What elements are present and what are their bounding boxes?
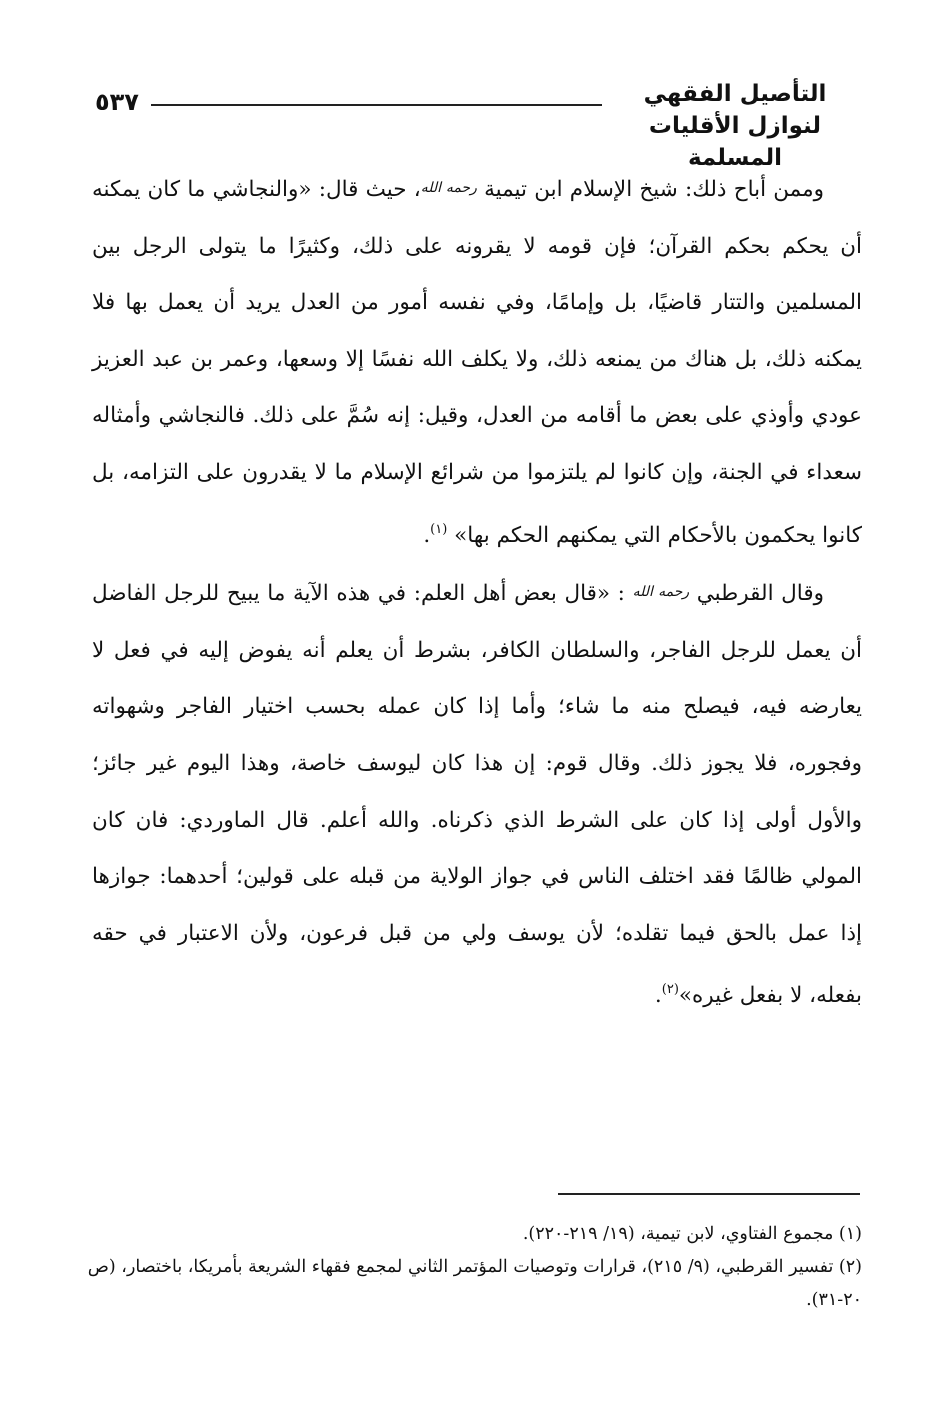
main-text	[92, 160, 862, 1025]
paragraph-2-end: .	[654, 983, 662, 1009]
paragraph-1-end: .	[423, 522, 431, 548]
paragraph-1-intro: وممن أباح ذلك: شيخ الإسلام ابن تيمية	[484, 177, 824, 202]
footnote-2: (٢) تفسير القرطبي، (٩/ ٢١٥)، قرارات وتوصيات المؤتمر الثاني لمجمع فقهاء الشريعة بأمريكا، باختصار، (ص ٢٠-٣١).	[87, 1257, 862, 1310]
footnote-separator	[558, 1193, 860, 1195]
book-title-line-2: لنوازل الأقليات المسلمة	[648, 113, 822, 171]
footnote-1: (١) مجموع الفتاوي، لابن تيمية، (١٩/ ٢١٩-٢٢٠).	[522, 1224, 862, 1244]
honorific-glyph: رحمه الله	[632, 584, 690, 601]
paragraph-1-quote: ، حيث قال: «والنجاشي ما كان يمكنه أن يحكم بحكم القرآن؛ فإن قومه لا يقرونه على ذلك، وكثيرًا ما يتولى الرجل بين المسلمين والتتار قاضيًا، بل وإمامًا، وفي نفسه أمور من العدل يريد أن يعمل بها فلا يمكنه ذلك، بل هناك من يمنعه ذلك، ولا يكلف الله نفسًا إلا وسعها، وعمر بن عبد العزيز عودي وأوذي على بعض ما أقامه من العدل، وقيل: إنه سُمَّ على ذلك. فالنجاشي وأمثاله سعداء في الجنة، وإن كانوا لم يلتزموا من شرائع الإسلام ما لا يقدرون على التزامه، بل كانوا يحكمون بالأحكام التي يمكنهم الحكم بها»	[92, 177, 862, 548]
footnote-ref-2[interactable]: (٢)	[661, 982, 679, 998]
book-title-line-1: التأصيل الفقهي	[643, 81, 827, 107]
paragraph-2	[92, 564, 862, 1025]
footnotes	[82, 1218, 862, 1317]
footnote-ref-1[interactable]: (١)	[430, 521, 448, 537]
paragraph-1	[92, 160, 862, 564]
page-number: ٥٣٧	[95, 88, 139, 116]
paragraph-2-quote: : «قال بعض أهل العلم: في هذه الآية ما يبيح للرجل الفاضل أن يعمل للرجل الفاجر، والسلطان الكافر، بشرط أن يعلم أنه يفوض إليه في فعل لا يعارضه فيه، فيصلح منه ما شاء؛ وأما إذا كان عمله بحسب اختيار الفاجر وشهواته وفجوره، فلا يجوز ذلك. وقال قوم: إن هذا كان ليوسف خاصة، وهذا اليوم غير جائز؛ والأول أولى إذا كان على الشرط الذي ذكرناه. والله أعلم. قال الماوردي: فان كان المولي ظالمًا فقد اختلف الناس في جواز الولاية من قبله على قولين؛ أحدهما: جوازها إذا عمل بالحق فيما تقلده؛ لأن يوسف ولي من قبل فرعون، ولأن الاعتبار في حقه بفعله، لا بفعل غيره»	[92, 581, 862, 1009]
running-header	[95, 78, 860, 171]
paragraph-2-intro: وقال القرطبي	[696, 581, 825, 607]
honorific-glyph: رحمه الله	[420, 180, 477, 196]
header-rule	[151, 104, 602, 106]
